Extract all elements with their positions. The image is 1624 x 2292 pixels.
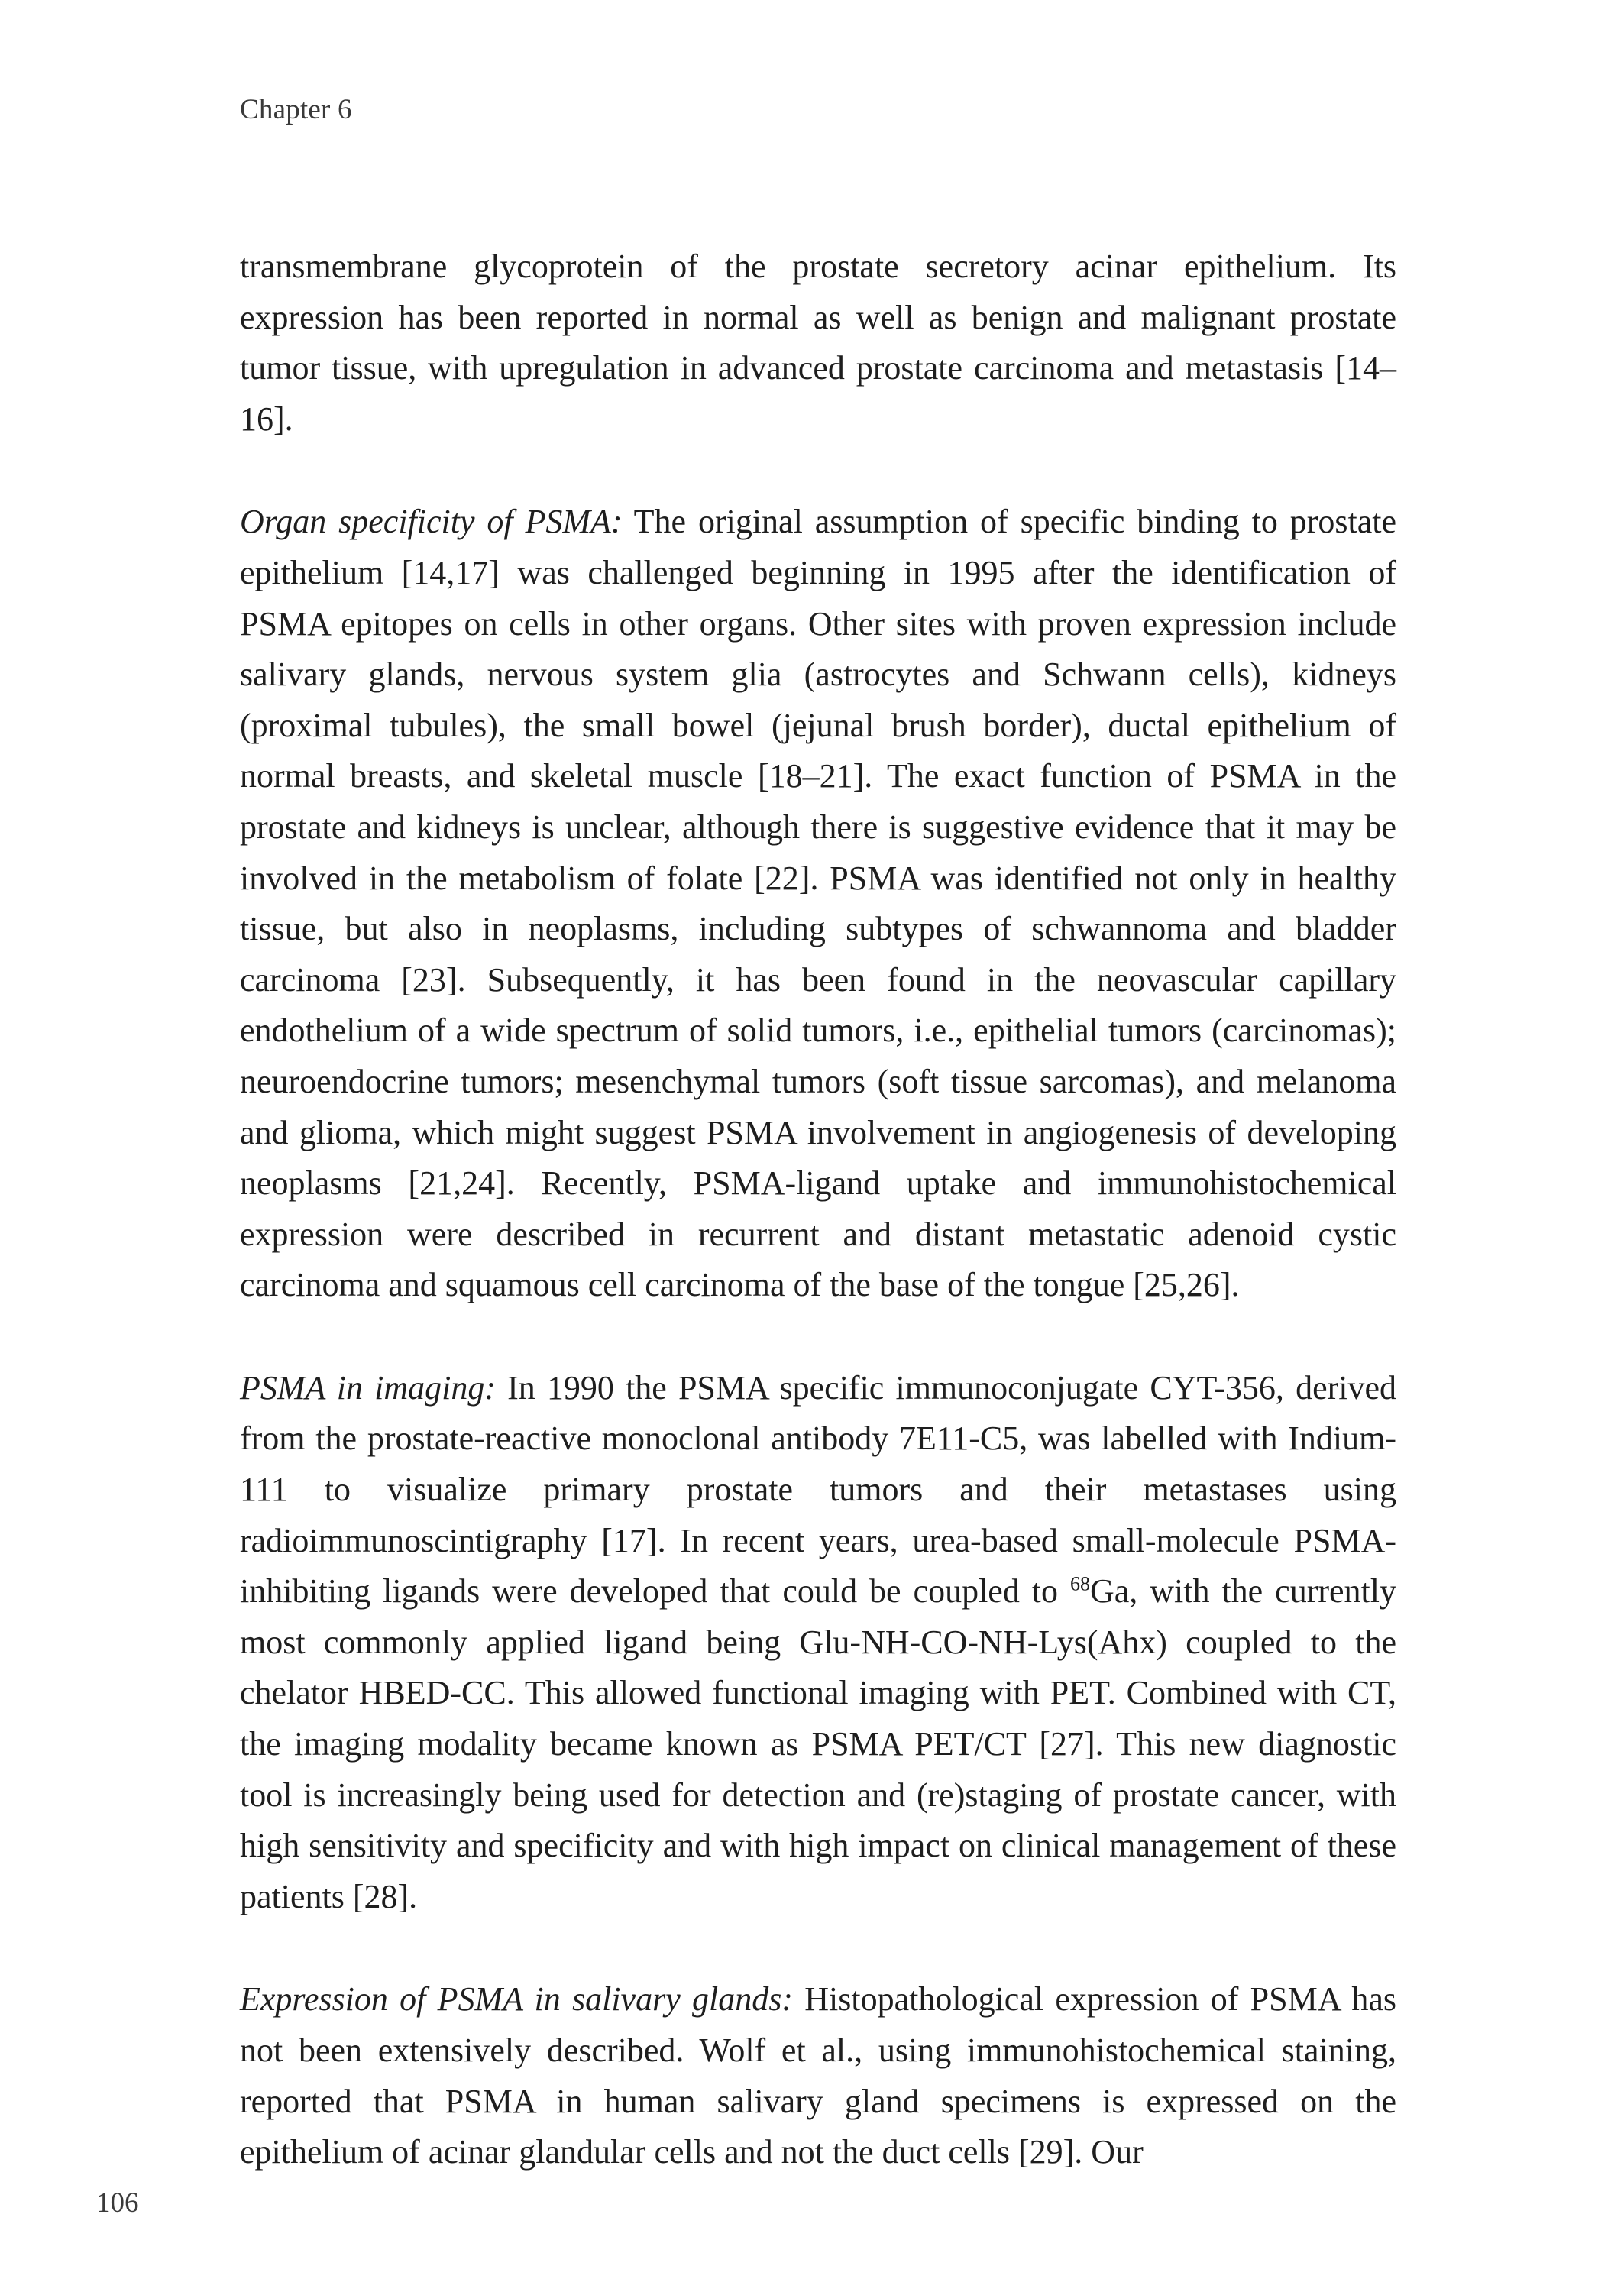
paragraph-text: In 1990 the PSMA specific immunoconjugate CYT-356, derived from the prostate-reactive monoclonal antibody 7E11-C5, was labelled with Indium-111 to visualize primary prostate tumors and their metastases using radioimmunoscintigraphy [17]. In recent years, urea-based small-molecule PSMA-inhibiting ligands were developed that could be coupled to [240, 1368, 1397, 1611]
paragraph-heading: Expression of PSMA in salivary glands: [240, 1980, 793, 2018]
paragraph-heading: PSMA in imaging: [240, 1368, 496, 1407]
running-head: Chapter 6 [240, 94, 352, 125]
body-text [240, 241, 1396, 2230]
paragraph-text-continued: Ga, with the currently most commonly applied ligand being Glu-NH-CO-NH-Lys(Ahx) coupled to the chelator HBED-CC. This allowed functional imaging with PET. Combined with CT, the imaging modality became known as PSMA PET/CT [27]. This new diagnostic tool is increasingly being used for detection and (re)staging of prostate cancer, with high sensitivity and specificity and with high impact on clinical management of these patients [28]. [240, 1572, 1396, 1915]
paragraph-text: The original assumption of specific binding to prostate epithelium [14,17] was challenged beginning in 1995 after the identification of PSMA epitopes on cells in other organs. Other sites with proven expression include salivary glands, nervous system glia (astrocytes and Schwann cells), kidneys (proximal tubules), the small bowel (jejunal brush border), ductal epithelium of normal breasts, and skeletal muscle [18–21]. The exact function of PSMA in the prostate and kidneys is unclear, although there is suggestive evidence that it may be involved in the metabolism of folate [22]. PSMA was identified not only in healthy tissue, but also in neoplasms, including subtypes of schwannoma and bladder carcinoma [23]. Subsequently, it has been found in the neovascular capillary endothelium of a wide spectrum of solid tumors, i.e., epithelial tumors (carcinomas); neuroendocrine tumors; mesenchymal tumors (soft tissue sarcomas), and melanoma and glioma, which might suggest PSMA involvement in angiogenesis of developing neoplasms [21,24]. Recently, PSMA-ligand uptake and immunohistochemical expression were described in recurrent and distant metastatic adenoid cystic carcinoma and squamous cell carcinoma of the base of the tongue [25,26]. [240, 503, 1396, 1304]
paragraph-heading: Organ specificity of PSMA: [240, 503, 623, 541]
paragraph-psma-intro [240, 241, 1396, 445]
page-number: 106 [96, 2187, 139, 2219]
paragraph-text: Histopathological expression of PSMA has not been extensively described. Wolf et al., using immunohistochemical staining, reported that PSMA in human salivary gland specimens is expressed on the epithelium of acinar glandular cells and not the duct cells [29]. Our [240, 1980, 1396, 2171]
paragraph-salivary-expression [240, 1974, 1396, 2177]
paragraph-organ-specificity [240, 497, 1396, 1311]
isotope-superscript: 68 [1070, 1572, 1090, 1595]
paragraph-text: transmembrane glycoprotein of the prostate secretory acinar epithelium. Its expression has been reported in normal as well as benign and malignant prostate tumor tissue, with upregulation in advanced prostate carcinoma and metastasis [14–16]. [240, 248, 1396, 438]
paragraph-psma-imaging [240, 1363, 1396, 1923]
